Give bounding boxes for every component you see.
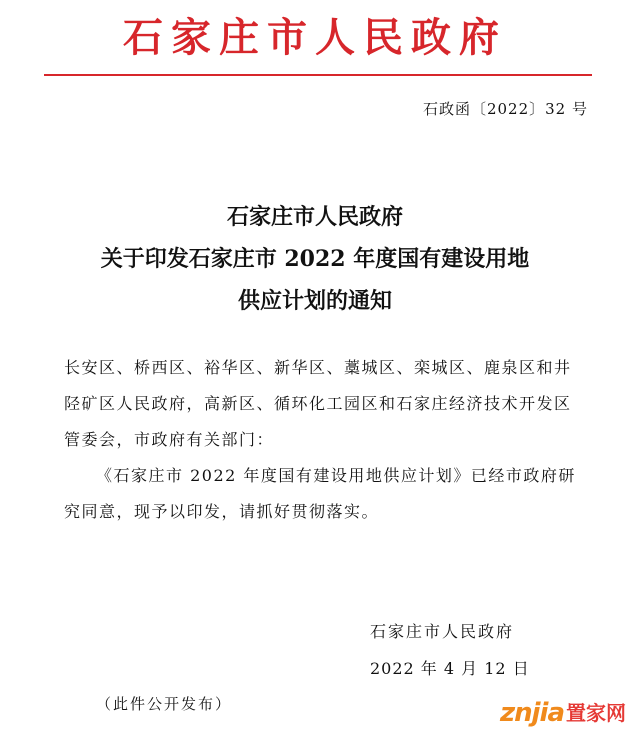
watermark-site-name: 置家网 (566, 701, 626, 725)
masthead-red-rule (44, 74, 592, 76)
document-number: 石政函〔2022〕32 号 (422, 100, 588, 118)
title-line-3: 供应计划的通知 (237, 288, 392, 314)
masthead-title: 石家庄市人民政府 (123, 14, 507, 61)
addressee-paragraph: 长安区、桥西区、裕华区、新华区、藁城区、栾城区、鹿泉区和井陉矿区人民政府，高新区、循环化工园区和石家庄经济技术开发区管委会，市政府有关部门： (64, 358, 572, 449)
publish-note: （此件公开发布） (96, 695, 233, 713)
issuer-signature: 石家庄市人民政府 (370, 622, 515, 641)
issue-date: 2022 年 4 月 12 日 (370, 659, 530, 678)
notice-title (0, 196, 630, 322)
notice-body (64, 350, 584, 530)
body-paragraph: 《石家庄市 2022 年度国有建设用地供应计划》已经市政府研究同意，现予以印发，请抓好贯彻落实。 (64, 466, 576, 521)
title-line-2: 关于印发石家庄市 2022 年度国有建设用地 (100, 246, 530, 272)
title-line-1: 石家庄市人民政府 (226, 204, 403, 230)
site-watermark (500, 698, 626, 728)
watermark-logo: znjia (499, 698, 564, 728)
